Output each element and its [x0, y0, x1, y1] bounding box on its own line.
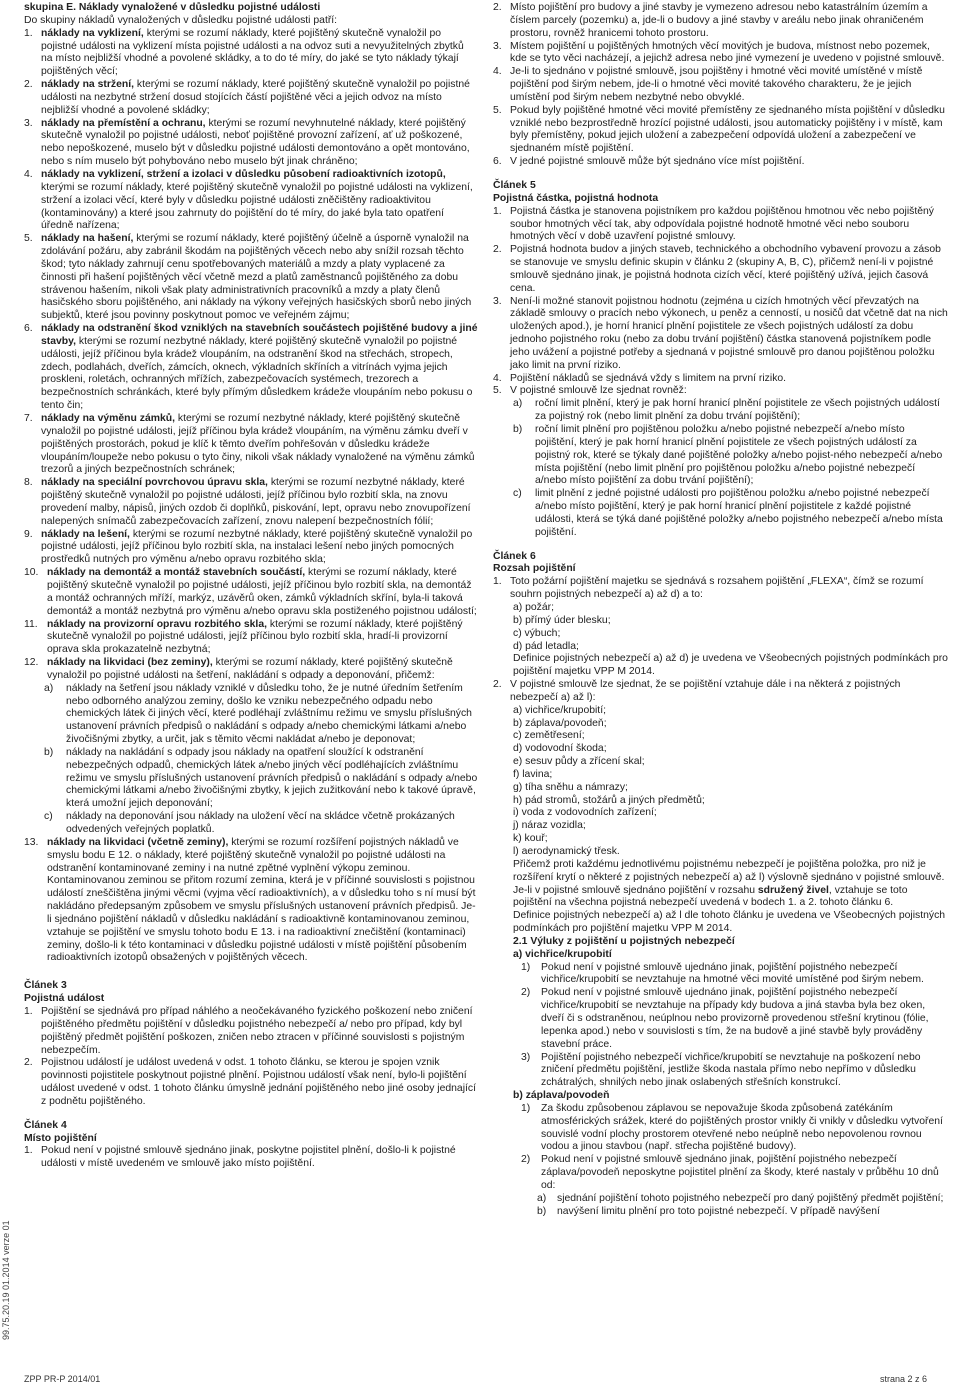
list-item: [24, 567, 478, 618]
article3-title: Článek 3: [24, 980, 67, 992]
item-number: c): [513, 488, 522, 500]
sub-item: [24, 747, 478, 811]
sub-item: [493, 488, 949, 539]
item-number: a): [537, 1192, 547, 1204]
list-item: [493, 373, 949, 386]
item-number: 4.: [493, 372, 502, 384]
item-text: Místo pojištění pro budovy a jiné stavby je vymezeno adresou nebo katastrálním územím a číslem parcely (pozemku) a, jde-li o budovy a jiné stavby v areálu nebo jinak ohraničeném prostoru, rovněž hranicemi tohoto prostoru.: [510, 2, 928, 39]
item-heading: náklady na vyklizení,: [41, 27, 144, 39]
article5-title: Článek 5: [493, 179, 536, 191]
item-number: 1.: [24, 27, 33, 39]
item-text: [47, 619, 478, 658]
item-heading: náklady na stržení,: [41, 79, 134, 91]
item-number: 13.: [24, 836, 39, 848]
hazard-item: e) sesuv půdy a zřícení skal;: [513, 756, 645, 768]
item-text: Pojištění nákladů se sjednává vždy s limitem na první riziko.: [510, 372, 787, 384]
list-item: [24, 1057, 478, 1108]
hazard-item: b) přímý úder blesku;: [513, 614, 611, 626]
section-2-1-b-items: [493, 1103, 949, 1193]
item12-sublist: [24, 683, 478, 837]
item-body: kterými se rozumí náklady, které pojištěný skutečně vynaložil po pojistné události na nezbytné stržení dosud stojících částí pojištěné věci a jejich odvoz na místo nejbližší vhodné a povolené skládky;: [41, 79, 470, 116]
item-number: 2.: [24, 79, 33, 91]
item-number: 2.: [493, 244, 502, 256]
footer-doc-code: ZPP PR-P 2014/01: [24, 1374, 101, 1384]
list-item: [24, 79, 478, 118]
item-number: b): [513, 424, 523, 435]
list-item: [24, 1006, 478, 1057]
item-text: roční limit plnění pro pojištěnou položku a/nebo pojistné nebezpečí a/nebo místo pojištění, který je pak horní hranicí plnění pojistitele ze všech pojistných událostí za pojistný rok, které se týkaly dané pojištěné položky a/nebo pojist-ného nebezpečí a/nebo místa pojištění (nebo limit plnění pro pojištěnou položku a/nebo pojistné nebezpečí a/nebo místo pojištění za dobu trvání pojištění);: [535, 424, 943, 487]
list-item: [24, 1145, 478, 1171]
hazard-item: d) pád letadla;: [513, 640, 579, 652]
item-body: kterými se rozumí náklady, které pojištěný skutečně vynaložil po pojistné události, jejíž příčinou bylo rozbití skla, hradí-li provizorní oprava skla prokazatelně nezbytná;: [47, 618, 463, 656]
left-column: [24, 2, 478, 1171]
item-text: [41, 169, 478, 233]
item-body: kterými se rozumí nezbytné náklady, které pojištěný skutečně vynaložil po pojistné události, jejíž příčinou bylo rozbití skla, na znovu provedení malby, nápisů, jiných ozdob či doplňků, piskování, lept, opravu nebo znovupořízení nalepených snímačů zabezpečovacích zařízení, znovu nalepení bezpečnostních fólií;: [41, 477, 471, 527]
item-text: Pokud není v pojistné smlouvě ujednáno jinak, pojištění pojistného nebezpečí vichřice/krupobití se nevztahuje na případy kdy budova a jiná stavba byla bez oken, dveří či s odstraněnou, neúplnou nebo provizorně provedenou střešní krytinou (fólie, lepenka apod.) nebo v souvislosti s tím, že na budově a jiné stavbě byly prováděny stavební práce.: [541, 987, 929, 1050]
exclusion-item: [493, 962, 949, 988]
item-body: kterými se rozumí nezbytné náklady, které pojištěný skutečně vynaložil po pojistné události, jejíž příčinou bylo rozbití skla, na instalaci lešení nebo jiných pomocných prostředků nutných pro výměnu a/nebo opravu rozbitého skla;: [41, 528, 473, 566]
item-number: 1): [521, 961, 531, 973]
item-number: 8.: [24, 477, 33, 489]
item-text: navýšení limitu plnění pro toto pojistné nebezpečí. V případě navýšení: [557, 1205, 880, 1217]
item-text: [41, 323, 478, 413]
hazard-item: c) výbuch;: [513, 627, 561, 639]
item-number: 1.: [493, 205, 502, 217]
item-number: b): [537, 1205, 547, 1217]
item-text: [41, 118, 478, 169]
exclusion-item: [493, 1052, 949, 1091]
item-number: 1): [521, 1102, 531, 1114]
item-body: kterými se rozumí náklady, které pojištěný skutečně vynaložil po pojistné události na vyklizení místa pojistné události a na odvoz suti a nevyužitelných zbytků na místo nejbližší vhodné a povolené skládky, a to do té míry, do jaké se tyto náklady týkají pojištěných věcí;: [41, 27, 464, 78]
list-item: [24, 28, 478, 79]
item-number: 4.: [493, 66, 502, 78]
item-body: kterými se rozumí náklady, které pojištěný skutečně vynaložil po pojistné události na vyklizení, stržení a izolaci věcí, které byly v důsledku pojistné události zněčištěny radioaktivitou (kontaminovány) a které jsou zahrnuty do pojištění do té míry, do jaké byla tato opatření úředně nařízena;: [41, 181, 473, 232]
item-text: Není-li možné stanovit pojistnou hodnotu (zejména u cizích hmotných věcí převzatých na základě smlouvy o pracích nebo výkonech, u peněz a cenností, u nosičů dat včetně dat na nich uložených apod.), je horní hranicí plnění pojistitele ze všech pojistných událostí za dobu jednoho pojistného roku (nebo za dobu trvání pojištění) částka stanovená pojistníkem podle jeho uvážení a pojistné potřeby a sjednaná v pojistné smlouvě pro danou pojištěnou položku jako limit na první riziko.: [510, 295, 948, 371]
item-number: 11.: [24, 618, 38, 630]
item-text: [41, 477, 478, 528]
article6-list2: [493, 705, 949, 859]
article6-title: Článek 6: [493, 550, 536, 562]
item-heading: náklady na odstranění škod vzniklých na stavebních součástech pojištěné budovy a jiné stavby,: [41, 323, 478, 347]
list-item: [493, 296, 949, 373]
item-text: [47, 567, 478, 618]
item-body: kterými se rozumí nevyhnutelné náklady, které pojištěný skutečně vynaložil po pojistné události, neboť pojištěné provozní zařízení, ať už poškozené, nebo nepoškozené, muselo být v důsledku pojistné události demontováno a opět montováno, nebo s ním muselo být pohybováno nebo muselo být jinak chráněno;: [41, 117, 470, 168]
item-number: 6.: [24, 323, 33, 335]
item-text: Pojištění pojistného nebezpečí vichřice/krupobití se nevztahuje na poškození nebo zničení předmětu pojištění, jestliže škoda nastala přímo nebo nepřímo v důsledku zchátralých, shnilých nebo jinak oslabených střešních konstrukcí.: [541, 1051, 921, 1089]
item-heading: náklady na speciální povrchovou úpravu skla,: [41, 477, 268, 489]
item-text: Pokud není v pojistné smlouvě sjednáno jinak, poskytne pojistitel plnění, došlo-li k pojistné události v místě uvedeném ve smlouvě jako místo pojištění.: [41, 1145, 456, 1170]
hazard-item: f) lavina;: [513, 768, 553, 780]
list-item: [493, 41, 949, 67]
item-body: kterými se rozumí náklady, které pojištěný skutečně vynaložil po pojistné události, jejíž příčinou bylo rozbití skla, na demontáž a montáž ochranných mříží, markýz, uzávěrů oken, zámků výkladních skříní, byla-li taková demontáž a montáž nezbytná pro výměnu a/nebo opravu skla postiženého pojistnou událostí;: [47, 567, 477, 617]
item-body: kterými se rozumí náklady, které pojištěný skutečně vynaložil po pojistné události na šetření, nakládání s odpady a deponování, přičemž:: [47, 657, 453, 681]
article4-items-right: [493, 2, 949, 169]
item-text: Pokud byly pojištěné hmotné věci movité přemístěny ze sjednaného místa pojištění v důsledku vzniklé nebo bezprostředně hrozící pojistné události, jsou automaticky pojištěny i v místě, kam byly přemístěny, pokud jejich uložení a zabezpečení odpovídá uložení a zabezpečení ve sjednaném místě pojištění.: [510, 104, 945, 155]
exclusion-item: [493, 987, 949, 1051]
section-2-1-b-title: b) záplava/povodeň: [513, 1090, 610, 1102]
item-body: kterými se rozumí nezbytné náklady, které pojištěný skutečně vynaložil po pojistné události, jejíž příčinou byla krádež vloupáním, na výměnu zámku dveří v pojištěných prostorách, pokud je klíč k těmto dveřím pohřešován v důsledku krádeže vloupáním/loupeže nebo pokusu o tyto činy, nikoli však náklady vynaložené na výměnu zámků trezorů a jiných bezpečnostních schránek;: [41, 413, 475, 476]
section-2-1-a-title: a) vichřice/krupobití: [513, 948, 612, 960]
hazard-item: a) požár;: [513, 601, 555, 613]
item-number: 2): [521, 987, 531, 999]
section-2-1-b-sublist: [493, 1193, 949, 1219]
item-text: Pokud není v pojistné smlouvě ujednáno jinak, pojištění pojistného nebezpečí vichřice/krupobití se nevztahuje na hmotné věci movité umístěné pod širým nebem.: [541, 961, 924, 986]
item-text: V pojistné smlouvě lze sjednat rovněž:: [510, 385, 687, 397]
item-text: [47, 837, 478, 965]
article6-p1-after: Definice pojistných nebezpečí a) až d) je uvedena ve Všeobecných pojistných podmínkách pro pojištění majetku VPP M 2014.: [513, 653, 948, 678]
list-item: [24, 837, 478, 965]
item-number: 10.: [24, 567, 39, 579]
exclusion-subitem: [493, 1193, 949, 1206]
item-text: náklady na nakládání s odpady jsou náklady na opatření sloužící k odstranění nebezpečných odpadů, chemických látek a/nebo jiných věcí podléhajících zvláštnímu režimu ve smyslu příslušných ustanovení právních předpisů o nakládání s odpady a/nebo chemickými látkami a/nebo živočišnými zbytky, k jejich zužitkování nebo k takové úpravě, která umožní jejich deponování;: [66, 746, 478, 810]
list-item: [493, 206, 949, 245]
cost-items-list: [24, 28, 478, 683]
item-text: Pojistnou událostí je událost uvedená v odst. 1 tohoto článku, se kterou je spojen vznik povinnosti pojistitele poskytnout pojistné plnění. Pojistnou událostí však není, bylo-li pojištění událost uvedené v odst. 1 tohoto článku úmyslně jednání pojištěného nebo jiné osoby jednající z podnětu pojištěného.: [41, 1057, 476, 1107]
hazard-item: l) aerodynamický třesk.: [513, 846, 620, 857]
hazard-item: c) zemětřesení;: [513, 730, 585, 742]
list-item: [24, 118, 478, 169]
item-text: V jedné pojistné smlouvě může být sjednáno více míst pojištění.: [510, 156, 805, 168]
sub-item: [24, 811, 478, 837]
article6-p2-after2: Je-li v pojistné smlouvě sjednáno pojištění v rozsahu sdružený živel, vztahuje se toto pojištění na všechna pojistná nebezpečí uvedená v bodech 1. a 2. tohoto článku 6.: [513, 884, 908, 909]
article3-items: [24, 1006, 478, 1109]
hazard-item: h) pád stromů, stožárů a jiných předmětů;: [513, 794, 705, 806]
list-item: [24, 619, 478, 658]
item-number: 3.: [493, 40, 502, 52]
article6-list1: [493, 602, 949, 653]
item-text: [41, 79, 478, 118]
sub-item: [493, 398, 949, 424]
item-text: sjednání pojištění tohoto pojistného nebezpečí pro daný pojištěný předmět pojištění;: [557, 1192, 944, 1204]
list-item: [493, 105, 949, 156]
item-number: b): [44, 746, 54, 758]
item-number: 3): [521, 1051, 531, 1063]
item-number: 2.: [24, 1057, 33, 1069]
article4-items-left: [24, 1145, 478, 1171]
list-item: [24, 169, 478, 233]
item-heading: náklady na hašení,: [41, 233, 134, 245]
item-heading: náklady na vyklizení, stržení a izolaci v důsledku působení radioaktivních izotopů,: [41, 168, 446, 180]
list-item: [493, 66, 949, 105]
item-text: Je-li to sjednáno v pojistné smlouvě, jsou pojištěny i hmotné věci movité umístěné v místě pojištění pod širým nebem, jde-li o hmotné věci movité takového charakteru, že je jejich umístění pod širým nebem nezbytné nebo obvyklé.: [510, 66, 923, 103]
item-number: 5.: [493, 104, 502, 116]
item-heading: náklady na výměnu zámků,: [41, 413, 175, 424]
list-item: [24, 413, 478, 477]
item-heading: náklady na přemístění a ochranu,: [41, 117, 206, 129]
hazard-item: i) voda z vodovodních zařízení;: [513, 807, 657, 819]
sub-item: [493, 424, 949, 488]
item-number: 3.: [493, 295, 502, 307]
article3-subtitle: Pojistná událost: [24, 993, 105, 1005]
article6-p2-after1: Přičemž proti každému jednotlivému pojistnému nebezpečí je pojištěna položka, pro niž je rozšíření krytí o některé z pojistných nebezpečí a) až l) výslovně sjednáno v pojistné smlouvě.: [513, 858, 945, 883]
item-number: 5.: [493, 385, 502, 397]
article6-subtitle: Rozsah pojištění: [493, 563, 576, 575]
item-text: náklady na šetření jsou náklady vzniklé v důsledku toho, že je nutné úředním šetřením nebo odborného analýzou zeminy, došlo ke vzniku nebezpečného odpadu nebo chemických látek či jiných věcí, které podléhají zvláštnímu režimu ve smyslu příslušných ustanovení právních předpisů o nakládání s odpady a/nebo chemickými látkami a/nebo živočišnými zbytky, a určit, jak s těmito věcmi nakládat a/nebo je deponovat;: [66, 682, 472, 746]
section-title: skupina E. Náklady vynaložené v důsledku pojistné události: [24, 2, 321, 13]
item-text: Pojištění se sjednává pro případ náhlého a neočekávaného fyzického poškození nebo zničení pojištěného předmětu pojištění v důsledku pojistného nebezpečí a/ nebo pro případ, kdy byl pojištěný předmět pojištění poškozen, zničen nebo ztracen v příčinné souvislosti s pojistným nebezpečím.: [41, 1005, 473, 1056]
item-text: [47, 657, 478, 683]
exclusion-item: [493, 1103, 949, 1154]
item-text: roční limit plnění, který je pak horní hranicí plnění pojistitele ze všech pojistných událostí za pojistný rok (nebo limit plnění za dobu trvání pojištění);: [535, 398, 940, 423]
article5-items: [493, 206, 949, 399]
item-heading: náklady na demontáž a montáž stavebních součástí,: [47, 567, 306, 579]
article4-subtitle: Místo pojištění: [24, 1132, 97, 1144]
list-item: [493, 156, 949, 169]
footer-page-number: strana 2 z 6: [880, 1374, 928, 1384]
item-text: Za škodu způsobenou záplavou se nepovažuje škoda způsobená zatékáním atmosférických srážek, které do pojištěných prostor vnikly či vnikly v důsledku vytvoření souvislé vodní plochy prostorem otevřené nebo neúplně nebo nepovolenou rovnou vodou a jinou stavbou (např. střecha pojištěné budovy).: [541, 1102, 943, 1153]
item-number: 12.: [24, 657, 39, 669]
right-column: [493, 2, 949, 1218]
sub-item: [24, 683, 478, 747]
item13: [24, 837, 478, 965]
hazard-item: a) vichřice/krupobití;: [513, 704, 606, 716]
list-item: [493, 244, 949, 295]
item-number: 2): [521, 1154, 531, 1166]
hazard-item: k) kouř;: [513, 833, 548, 845]
article6-point2: 2. V pojistné smlouvě lze sjednat, že se pojištění vztahuje dále i na některá z pojistných nebezpečí a) až l):: [493, 679, 901, 703]
exclusion-item: [493, 1154, 949, 1193]
item-heading: náklady na lešení,: [41, 528, 130, 540]
section-2-1-a-items: [493, 962, 949, 1090]
item-number: a): [44, 682, 54, 694]
item-body: kterými se rozumí rozšíření pojistných nákladů ve smyslu bodu E 12. o náklady, které pojištěný skutečně vynaložil po pojistné události na odstranění kontaminované zeminy i na nutné zpětné vyplnění výkopu zeminou. Kontaminovanou zeminou se přitom rozumí zemina, která je v příčinné souvislosti s pojistnou událostí zneščištěna jinými věcmi (vyjma věcí radioaktivních), a v důsledku toho s ní musí být nakládáno předepsaným způsobem ve smyslu příslušných ustanovení právních předpisů. Je-li sjednáno pojištění nákladů v důsledku nakládání s radioaktivně kontaminovanou zeminou, vztahuje se pojištění ve smyslu tohoto bodu E 13. i na radioaktivní znečištění (kontaminaci) zeminy, došlo-li k této kontaminaci v důsledku pojistné události v místě pojištění působením radioaktivních izotopů obsažených v pojištěných věcech.: [47, 836, 476, 964]
item-text: [41, 529, 478, 568]
item-body: kterými se rozumí náklady, které pojištěný účelně a úsporně vynaložil na zdolávání požáru, aby zabránil škodám na pojištěných věcech nebo aby snížil rozsah těchto škod; tyto náklady zahrnují cenu spotřebovaných materiálů a mzdy a platy vyplacené za činnosti při hašení pojištěných věcí včetně mezd a platů zaměstnanců pojištěného za dobu strávenou hašením, nikoli však platy administrativních pracovníků a mzdy a platy členů hasičského sboru pojištěného, ani náklady na výkony veřejných hasičských sborů nebo jiných subjektů, které jsou povinny poskytnout pomoc ve veřejném zájmu;: [41, 233, 472, 322]
article4-title: Článek 4: [24, 1119, 67, 1131]
item-number: a): [513, 398, 523, 410]
item-number: 4.: [24, 168, 33, 180]
list-item: [24, 477, 478, 528]
article5-sublist: [493, 398, 949, 539]
item-number: 5.: [24, 233, 33, 245]
item-text: Místem pojištění u pojištěných hmotných věcí movitých je budova, místnost nebo pozemek, kde se tyto věci nacházejí, a jejichž adresa nebo jiné vymezení je uvedeno v pojistné smlouvě.: [510, 40, 945, 65]
hazard-item: d) vodovodní škoda;: [513, 743, 607, 755]
list-item: [493, 2, 949, 41]
item-text: Pojistná hodnota budov a jiných staveb, technického a obchodního vybavení provozu a zásob se stanovuje ve smyslu definic skupin v článku 2 (skupiny A, B, C), přičemž není-li v pojistné smlouvě sjednáno jinak, je pojistná hodnota cizích věcí, které pojištěný užívá, jejich časová cena.: [510, 244, 941, 294]
item-number: 7.: [24, 413, 33, 424]
list-item: [493, 385, 949, 398]
hazard-item: b) záplava/povodeň;: [513, 717, 607, 729]
list-item: [24, 529, 478, 568]
item-text: Pojistná částka je stanovena pojistníkem pro každou pojištěnou hmotnou věc nebo pojištěný soubor hmotných věcí tak, aby odpovídala pojistné hodnotě hmotné věci nebo souboru hmotných věcí v době uzavření pojistné smlouvy.: [510, 205, 934, 243]
item-number: 1.: [24, 1005, 33, 1017]
hazard-item: g) tíha sněhu a námrazy;: [513, 781, 628, 793]
item-number: 9.: [24, 528, 33, 540]
item-number: 6.: [493, 156, 502, 168]
item-body: kterými se rozumí nezbytné náklady, které pojištěný skutečně vynaložil po pojistné události, jejíž příčinou byla krádež vloupáním, na odstranění škod na střechách, stropech, zdech, podlahách, dveřích, zámcích, oknech, výkladních skříních a vitrínách vyjma jejich proskleni, roletách, ochranných mřížích, zabezpečovacích systémech, trezorech a bezpečnostních schránkách, které byly přímým důsledkem krádeže vloupáním nebo pokusu o tento čin;: [41, 335, 473, 412]
item-heading: náklady na likvidaci (bez zeminy),: [47, 657, 213, 669]
item-text: [41, 233, 478, 323]
item-heading: náklady na provizorní opravu rozbitého skla,: [47, 618, 267, 630]
item-text: limit plnění z jedné pojistné události pro pojištěnou položku a/nebo pojistné nebezpečí a/nebo místo pojištění, který je pak horní hranicí plnění pojistitele z každé pojistné události, která se týká dané pojištěné položky a/nebo pojistného nebezpečí a/nebo místa pojištění.: [535, 488, 943, 538]
item-number: 3.: [24, 117, 33, 129]
exclusion-subitem: [493, 1206, 949, 1219]
item-number: c): [44, 811, 53, 823]
item-heading: náklady na likvidaci (včetně zeminy),: [47, 836, 229, 848]
section-intro: Do skupiny nákladů vynaložených v důsledku pojistné události patří:: [24, 14, 338, 26]
item-text: Pokud není v pojistné smlouvě sjednáno jinak, pojištění pojistného nebezpečí záplava/povodeň neposkytne pojistitel plnění za škody, které nastaly v průběhu 10 dnů od:: [541, 1154, 939, 1191]
article6-point1: 1. Toto požární pojištění majetku se sjednává s rozsahem pojištění „FLEXA“, čímž se rozumí souhrn pojistných nebezpečí a) až d) a to:: [493, 576, 924, 601]
list-item: [24, 233, 478, 323]
item-text: [41, 413, 478, 477]
section-2-1-title: 2.1 Výluky z pojištění u pojistných nebezpečí: [513, 935, 735, 947]
item-number: 1.: [24, 1145, 33, 1157]
item-number: 2.: [493, 2, 502, 13]
article6-p2-after3: Definice pojistných nebezpečí a) až l dle tohoto článku je uvedena ve Všeobecných pojistných podmínkách pro pojištění majetku VPP M 2014.: [513, 910, 946, 935]
hazard-item: j) náraz vozidla;: [513, 820, 586, 832]
item-text: náklady na deponování jsou náklady na uložení věcí na skládce včetně prokázaných odvedených veřejných poplatků.: [66, 811, 455, 835]
list-item: [24, 657, 478, 683]
article5-subtitle: Pojistná částka, pojistná hodnota: [493, 192, 659, 204]
list-item: [24, 323, 478, 413]
item-text: [41, 28, 478, 79]
